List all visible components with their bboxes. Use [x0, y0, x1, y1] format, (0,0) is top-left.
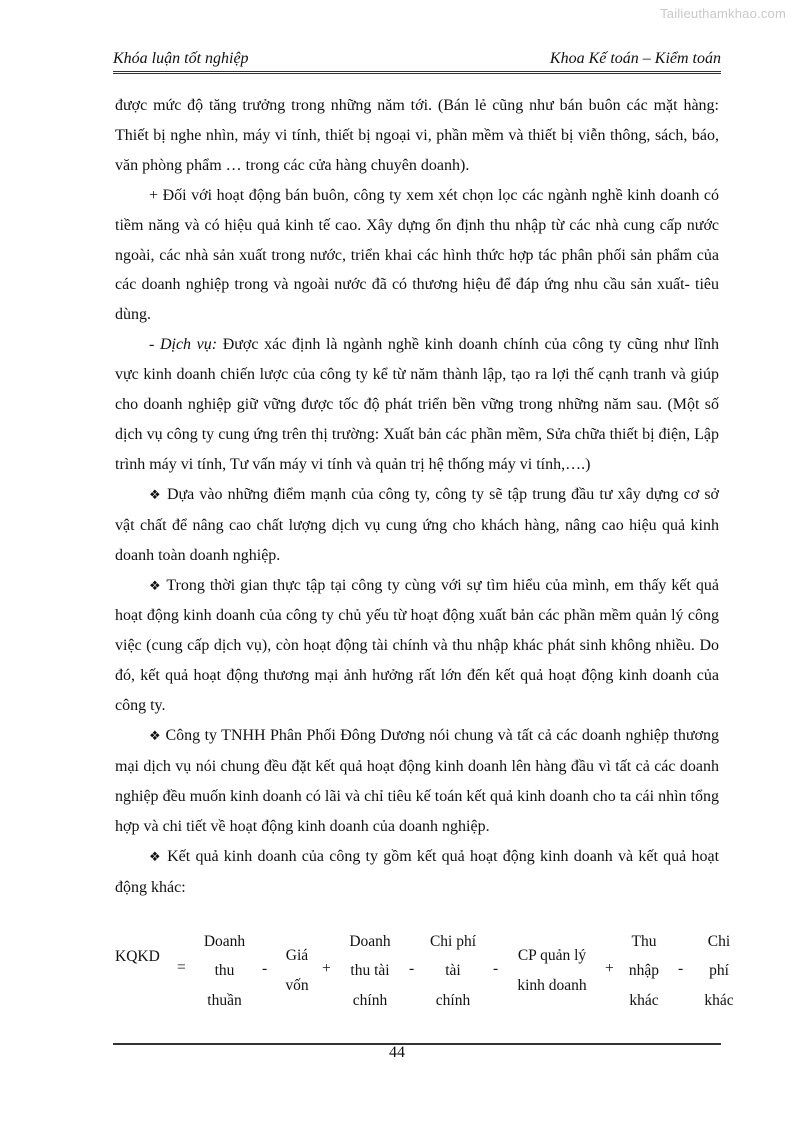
formula-term-1-line-2: thu	[214, 962, 235, 979]
formula-term-4-line-3: chính	[435, 992, 471, 1009]
paragraph-3	[115, 330, 719, 480]
formula-term-5-line-2: kinh doanh	[517, 977, 587, 994]
paragraph-2: + Đối với hoạt động bán buôn, công ty xem xét chọn lọc các ngành nghề kinh doanh có tiềm năng và có hiệu quả kinh tế cao. Xây dựng ổn định thu nhập từ các nhà cung cấp nước ngoài, các nhà sản xuất trong nước, triển khai các hình thức hợp tác phân phối sản phẩm của các doanh nghiệp trong và ngoài nước đã có thương hiệu để đáp ứng nhu cầu sản xuất- tiêu dùng.	[115, 186, 719, 324]
formula-term-4-line-2: tài	[445, 962, 461, 979]
formula-term-6-line-1: Thu	[631, 933, 657, 950]
formula-op-5: +	[605, 960, 614, 977]
paragraph-5	[115, 571, 719, 722]
formula-op-1: -	[262, 960, 268, 977]
page-number: 44	[389, 1044, 405, 1061]
paragraph-6-text: Công ty TNHH Phân Phối Đông Dương nói chung và tất cả các doanh nghiệp thương mại dịch vụ nói chung đều đặt kết quả hoạt động kinh doanh lên hàng đầu vì tất cả các doanh nghiệp đều muốn kinh doanh có lãi và chỉ tiêu kế toán kết quả kinh doanh cho ta cái nhìn tổng hợp và chi tiết về hoạt động kinh doanh của doanh nghiệp.	[115, 727, 719, 835]
page-header	[113, 50, 721, 74]
formula-term-4-line-1: Chi phí	[429, 933, 477, 950]
formula-term-1-line-3: thuần	[207, 992, 242, 1009]
header-left-title: Khóa luận tốt nghiệp	[113, 50, 249, 67]
formula-equals: =	[177, 959, 186, 976]
formula-term-3-line-2: thu tài	[350, 962, 390, 979]
watermark: Tailieuthamkhao.com	[660, 6, 786, 21]
paragraph-3-lead: - Dịch vụ:	[149, 336, 218, 354]
formula-term-3-line-3: chính	[352, 992, 388, 1009]
formula-lhs: KQKD	[115, 948, 160, 965]
bullet-diamond-icon: ❖	[149, 578, 162, 594]
formula-op-3: -	[409, 960, 415, 977]
formula-term-6-line-2: nhập	[628, 962, 660, 979]
formula-op-6: -	[678, 960, 684, 977]
formula-term-3-line-1: Doanh	[349, 933, 391, 950]
kqkd-formula	[112, 928, 742, 1020]
paragraph-3-text: Được xác định là ngành nghề kinh doanh chính của công ty cũng như lĩnh vực kinh doanh chiến lược của công ty kể từ năm thành lập, tạo ra lợi thế cạnh tranh và giúp cho doanh nghiệp giữ vững được tốc độ phát triển bền vững trong những năm sau. (Một số dịch vụ công ty cung ứng trên thị trường: Xuất bản các phần mềm, Sửa chữa thiết bị điện, Lập trình máy vi tính, Tư vấn máy vi tính và quản trị hệ thống máy vi tính,….)	[115, 336, 719, 473]
bullet-diamond-icon: ❖	[149, 487, 162, 503]
formula-term-7-line-3: khác	[704, 992, 734, 1009]
formula-term-7-line-2: phí	[709, 962, 729, 979]
paragraph-4-text: Dựa vào những điểm mạnh của công ty, công ty sẽ tập trung đầu tư xây dựng cơ sở vật chất để nâng cao chất lượng dịch vụ cung ứng cho khách hàng, nâng cao hiệu quả kinh doanh toàn doanh nghiệp.	[115, 485, 720, 564]
formula-term-6-line-3: khác	[629, 992, 659, 1009]
paragraph-7-text: Kết quả kinh doanh của công ty gồm kết quả hoạt động kinh doanh và kết quả hoạt động khác:	[115, 847, 720, 896]
bullet-diamond-icon: ❖	[149, 729, 162, 745]
paragraph-1: được mức độ tăng trưởng trong những năm tới. (Bán lẻ cũng như bán buôn các mặt hàng: Thiết bị nghe nhìn, máy vi tính, thiết bị ngoại vi, phần mềm và thiết bị viễn thông, sách, báo, văn phòng phẩm … trong các cửa hàng chuyên doanh).	[115, 97, 719, 174]
formula-op-4: -	[493, 960, 499, 977]
formula-term-2-line-1: Giá	[285, 947, 309, 964]
formula-term-5-line-1: CP quản lý	[517, 947, 587, 964]
paragraph-7	[115, 842, 719, 903]
header-right-title: Khoa Kế toán – Kiểm toán	[549, 50, 721, 67]
formula-op-2: +	[322, 960, 331, 977]
formula-term-1-line-1: Doanh	[203, 933, 246, 950]
paragraph-4	[115, 480, 719, 571]
formula-term-7-line-1: Chi	[707, 933, 731, 950]
bullet-diamond-icon: ❖	[149, 849, 162, 865]
paragraph-5-text: Trong thời gian thực tập tại công ty cùng với sự tìm hiểu của mình, em thấy kết quả hoạt động kinh doanh của công ty chủ yếu từ hoạt động xuất bản các phần mềm quản lý công việc (cung cấp dịch vụ), còn hoạt động tài chính và thu nhập khác phát sinh không nhiều. Do đó, kết quả hoạt động thương mại ảnh hưởng rất lớn đến kết quả hoạt động kinh doanh của công ty.	[115, 576, 720, 715]
paragraph-6	[115, 721, 719, 842]
formula-term-2-line-2: vốn	[285, 977, 309, 994]
document-body	[115, 91, 719, 902]
